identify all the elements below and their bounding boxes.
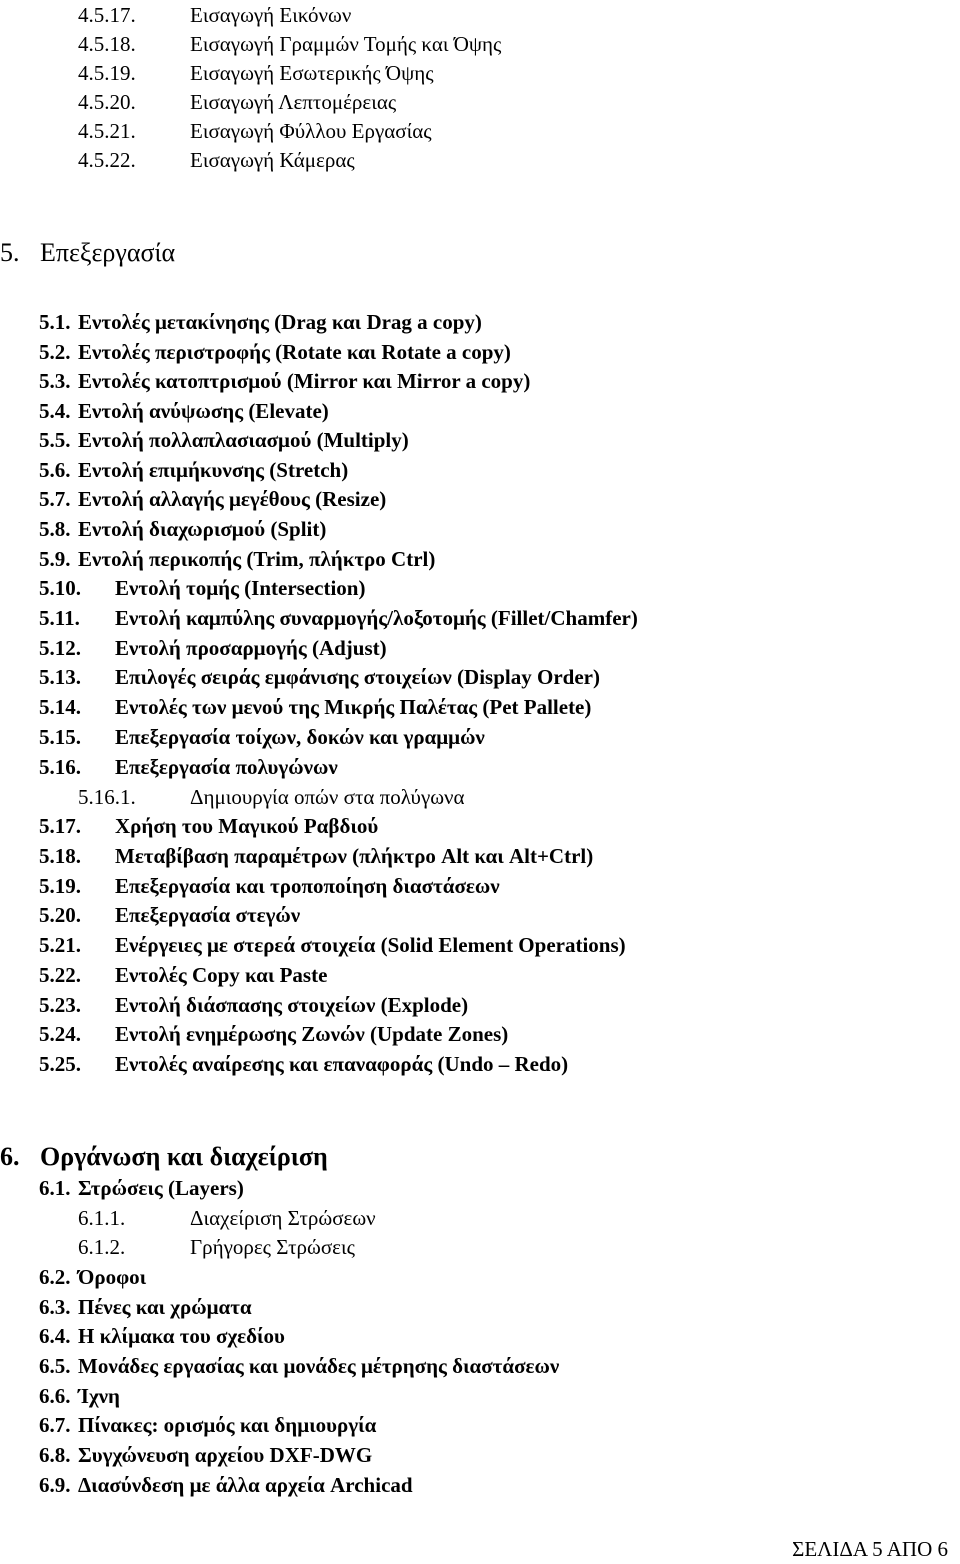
entry-number: 5.8.: [39, 517, 71, 541]
entry-title: Εντολές Copy και Paste: [115, 963, 328, 987]
section-number: 5.: [0, 238, 20, 267]
entry-title: Εντολές μετακίνησης (Drag και Drag a copy): [78, 310, 482, 334]
entry-number: 5.4.: [39, 399, 71, 423]
entry-title: Διαχείριση Στρώσεων: [190, 1206, 376, 1230]
entry-title: Πίνακες: ορισμός και δημιουργία: [78, 1413, 377, 1437]
entry-title: Εντολή επιμήκυνσης (Stretch): [78, 458, 349, 482]
entry-number: 5.17.: [39, 814, 81, 838]
entry-number: 6.6.: [39, 1384, 71, 1408]
entry-title: Εντολές κατοπτρισμού (Mirror και Mirror a copy): [78, 369, 531, 393]
entry-title: Εντολή περικοπής (Trim, πλήκτρο Ctrl): [78, 547, 436, 571]
entry-title: Εντολή ανύψωσης (Elevate): [78, 399, 329, 423]
entry-number: 6.3.: [39, 1295, 71, 1319]
entry-number: 4.5.17.: [78, 3, 136, 27]
entry-title: Μεταβίβαση παραμέτρων (πλήκτρο Alt και Alt+Ctrl): [115, 844, 594, 868]
entry-number: 5.14.: [39, 695, 81, 719]
entry-number: 6.1.2.: [78, 1235, 126, 1259]
entry-title: Επεξεργασία τοίχων, δοκών και γραμμών: [115, 725, 485, 749]
section-title: Οργάνωση και διαχείριση: [40, 1142, 328, 1171]
entry-title: Πένες και χρώματα: [78, 1295, 252, 1319]
entry-title: Στρώσεις (Layers): [78, 1176, 244, 1200]
entry-number: 5.10.: [39, 576, 81, 600]
entry-number: 4.5.18.: [78, 32, 136, 56]
entry-number: 5.9.: [39, 547, 71, 571]
entry-number: 5.20.: [39, 903, 81, 927]
entry-title: Εντολή αλλαγής μεγέθους (Resize): [78, 487, 387, 511]
entry-title: Επεξεργασία στεγών: [115, 903, 301, 927]
entry-number: 4.5.19.: [78, 61, 136, 85]
entry-title: Επεξεργασία και τροποποίηση διαστάσεων: [115, 874, 500, 898]
entry-number: 6.5.: [39, 1354, 71, 1378]
entry-title: Εντολή διάσπασης στοιχείων (Explode): [115, 993, 469, 1017]
entry-title: Επιλογές σειράς εμφάνισης στοιχείων (Display Order): [115, 665, 600, 689]
entry-number: 6.1.: [39, 1176, 71, 1200]
entry-title: Εισαγωγή Εικόνων: [190, 3, 352, 27]
entry-title: Εισαγωγή Κάμερας: [190, 148, 355, 172]
entry-number: 5.25.: [39, 1052, 81, 1076]
entry-number: 4.5.21.: [78, 119, 136, 143]
entry-number: 5.1.: [39, 310, 71, 334]
entry-number: 5.13.: [39, 665, 81, 689]
entry-number: 6.9.: [39, 1473, 71, 1497]
section-number: 6.: [0, 1142, 20, 1171]
entry-number: 5.24.: [39, 1022, 81, 1046]
entry-title: Εντολή καμπύλης συναρμογής/λοξοτομής (Fillet/Chamfer): [115, 606, 638, 630]
entry-number: 5.7.: [39, 487, 71, 511]
entry-title: Επεξεργασία πολυγώνων: [115, 755, 338, 779]
entry-number: 5.6.: [39, 458, 71, 482]
entry-title: Εντολή πολλαπλασιασμού (Multiply): [78, 428, 409, 452]
entry-title: Εισαγωγή Εσωτερικής Όψης: [190, 61, 434, 85]
entry-title: Εντολές των μενού της Μικρής Παλέτας (Pet Pallete): [115, 695, 592, 719]
entry-number: 6.4.: [39, 1324, 71, 1348]
entry-number: 5.5.: [39, 428, 71, 452]
section-title: Επεξεργασία: [40, 238, 176, 267]
entry-title: Εντολή προσαρμογής (Adjust): [115, 636, 387, 660]
entry-number: 5.16.: [39, 755, 81, 779]
entry-title: Μονάδες εργασίας και μονάδες μέτρησης διαστάσεων: [78, 1354, 560, 1378]
entry-title: Διασύνδεση με άλλα αρχεία Archicad: [78, 1473, 413, 1497]
entry-number: 6.7.: [39, 1413, 71, 1437]
entry-title: Εισαγωγή Γραμμών Τομής και Όψης: [190, 32, 502, 56]
entry-title: Εντολή τομής (Intersection): [115, 576, 366, 600]
entry-title: Γρήγορες Στρώσεις: [190, 1235, 355, 1259]
entry-number: 5.16.1.: [78, 785, 136, 809]
entry-title: Ίχνη: [78, 1384, 120, 1408]
entry-number: 5.19.: [39, 874, 81, 898]
entry-number: 5.23.: [39, 993, 81, 1017]
entry-number: 6.1.1.: [78, 1206, 126, 1230]
entry-number: 4.5.22.: [78, 148, 136, 172]
entry-title: Εντολή διαχωρισμού (Split): [78, 517, 327, 541]
entry-title: Εντολές περιστροφής (Rotate και Rotate a copy): [78, 340, 511, 364]
entry-number: 5.22.: [39, 963, 81, 987]
entry-number: 5.15.: [39, 725, 81, 749]
entry-title: Εισαγωγή Φύλλου Εργασίας: [190, 119, 432, 143]
entry-number: 5.21.: [39, 933, 81, 957]
entry-title: Εντολή ενημέρωσης Ζωνών (Update Zones): [115, 1022, 509, 1046]
page-footer: ΣΕΛΙΔΑ 5 ΑΠΟ 6: [792, 1537, 948, 1561]
entry-number: 5.3.: [39, 369, 71, 393]
entry-number: 5.2.: [39, 340, 71, 364]
entry-title: Δημιουργία οπών στα πολύγωνα: [190, 785, 465, 809]
entry-title: Ενέργειες με στερεά στοιχεία (Solid Element Operations): [115, 933, 626, 957]
entry-title: Η κλίμακα του σχεδίου: [78, 1324, 285, 1348]
entry-number: 4.5.20.: [78, 90, 136, 114]
entry-title: Εντολές αναίρεσης και επαναφοράς (Undo – Redo): [115, 1052, 569, 1076]
entry-title: Όροφοι: [78, 1265, 147, 1289]
entry-number: 6.2.: [39, 1265, 71, 1289]
entry-title: Εισαγωγή Λεπτομέρειας: [190, 90, 397, 114]
entry-title: Συγχώνευση αρχείου DXF-DWG: [78, 1443, 373, 1467]
entry-title: Χρήση του Μαγικού Ραβδιού: [115, 814, 379, 838]
entry-number: 6.8.: [39, 1443, 71, 1467]
entry-number: 5.11.: [39, 606, 80, 630]
entry-number: 5.18.: [39, 844, 81, 868]
entry-number: 5.12.: [39, 636, 81, 660]
